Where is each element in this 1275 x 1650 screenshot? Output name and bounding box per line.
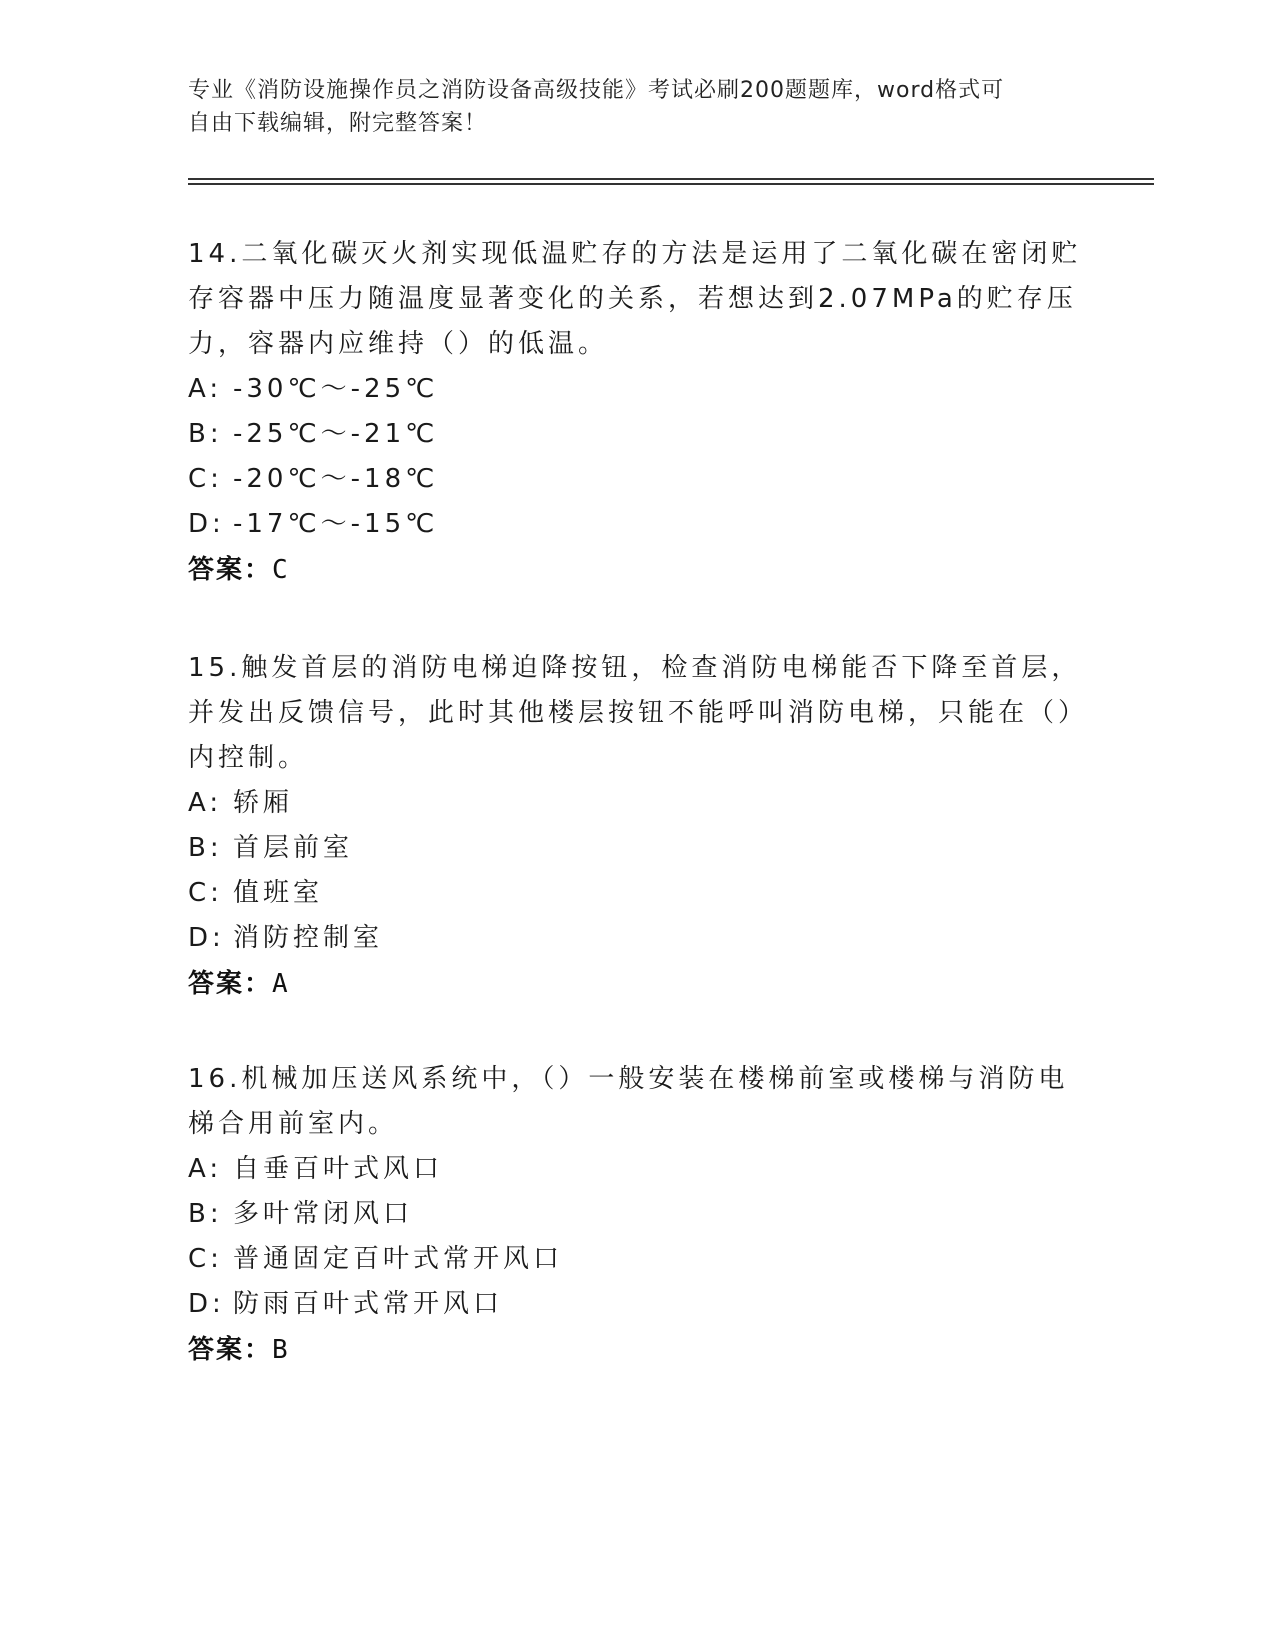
- option-text: 自垂百叶式风口: [233, 1154, 444, 1184]
- question-stem: 16.机械加压送风系统中，（）一般安装在楼梯前室或楼梯与消防电梯合用前室内。: [188, 1064, 1069, 1139]
- answer-label: 答案：: [188, 555, 273, 585]
- header-line-2: 自由下载编辑，附完整答案！: [188, 111, 488, 136]
- option-text: -20℃～-18℃: [233, 464, 439, 494]
- option-text: 值班室: [233, 878, 324, 908]
- option-d: [188, 916, 1088, 961]
- document-header: [188, 74, 1068, 140]
- option-text: 首层前室: [233, 833, 354, 863]
- option-key: C:: [188, 1244, 223, 1274]
- question-15: [188, 646, 1088, 1007]
- option-c: [188, 457, 1088, 502]
- answer-line: [188, 961, 1088, 1007]
- option-text: 多叶常闭风口: [233, 1199, 414, 1229]
- header-divider-bottom: [188, 183, 1154, 185]
- option-a: [188, 367, 1088, 412]
- option-key: B:: [188, 1199, 223, 1229]
- option-key: D:: [188, 923, 225, 953]
- option-text: -30℃～-25℃: [233, 374, 439, 404]
- option-c: [188, 1237, 1088, 1282]
- answer-value: C: [272, 555, 290, 585]
- option-key: A:: [188, 1154, 223, 1184]
- option-d: [188, 1282, 1088, 1327]
- option-key: A:: [188, 374, 223, 404]
- answer-value: B: [272, 1335, 290, 1365]
- option-a: [188, 1147, 1088, 1192]
- option-text: 消防控制室: [233, 923, 384, 953]
- answer-label: 答案：: [188, 969, 273, 999]
- answer-value: A: [272, 969, 290, 999]
- option-text: 轿厢: [233, 788, 294, 818]
- option-key: B:: [188, 833, 223, 863]
- question-14: [188, 232, 1088, 593]
- option-key: C:: [188, 878, 223, 908]
- answer-line: [188, 1327, 1088, 1373]
- option-key: B:: [188, 419, 223, 449]
- option-key: D:: [188, 1289, 225, 1319]
- option-a: [188, 781, 1088, 826]
- option-key: A:: [188, 788, 223, 818]
- option-b: [188, 1192, 1088, 1237]
- option-text: 防雨百叶式常开风口: [233, 1289, 504, 1319]
- question-stem: 14.二氧化碳灭火剂实现低温贮存的方法是运用了二氧化碳在密闭贮存容器中压力随温度显著变化的关系，若想达到2.07MPa的贮存压力，容器内应维持（）的低温。: [188, 239, 1082, 359]
- option-d: [188, 502, 1088, 547]
- answer-line: [188, 547, 1088, 593]
- question-stem: 15.触发首层的消防电梯迫降按钮，检查消防电梯能否下降至首层，并发出反馈信号，此时其他楼层按钮不能呼叫消防电梯，只能在（）内控制。: [188, 653, 1089, 773]
- option-b: [188, 412, 1088, 457]
- header-divider-top: [188, 178, 1154, 180]
- option-text: 普通固定百叶式常开风口: [233, 1244, 564, 1274]
- option-b: [188, 826, 1088, 871]
- option-key: C:: [188, 464, 223, 494]
- header-line-1: 专业《消防设施操作员之消防设备高级技能》考试必刷200题题库，word格式可: [188, 78, 1005, 103]
- answer-label: 答案：: [188, 1335, 273, 1365]
- option-key: D:: [188, 509, 225, 539]
- option-text: -25℃～-21℃: [233, 419, 439, 449]
- option-c: [188, 871, 1088, 916]
- option-text: -17℃～-15℃: [233, 509, 439, 539]
- question-16: [188, 1057, 1088, 1373]
